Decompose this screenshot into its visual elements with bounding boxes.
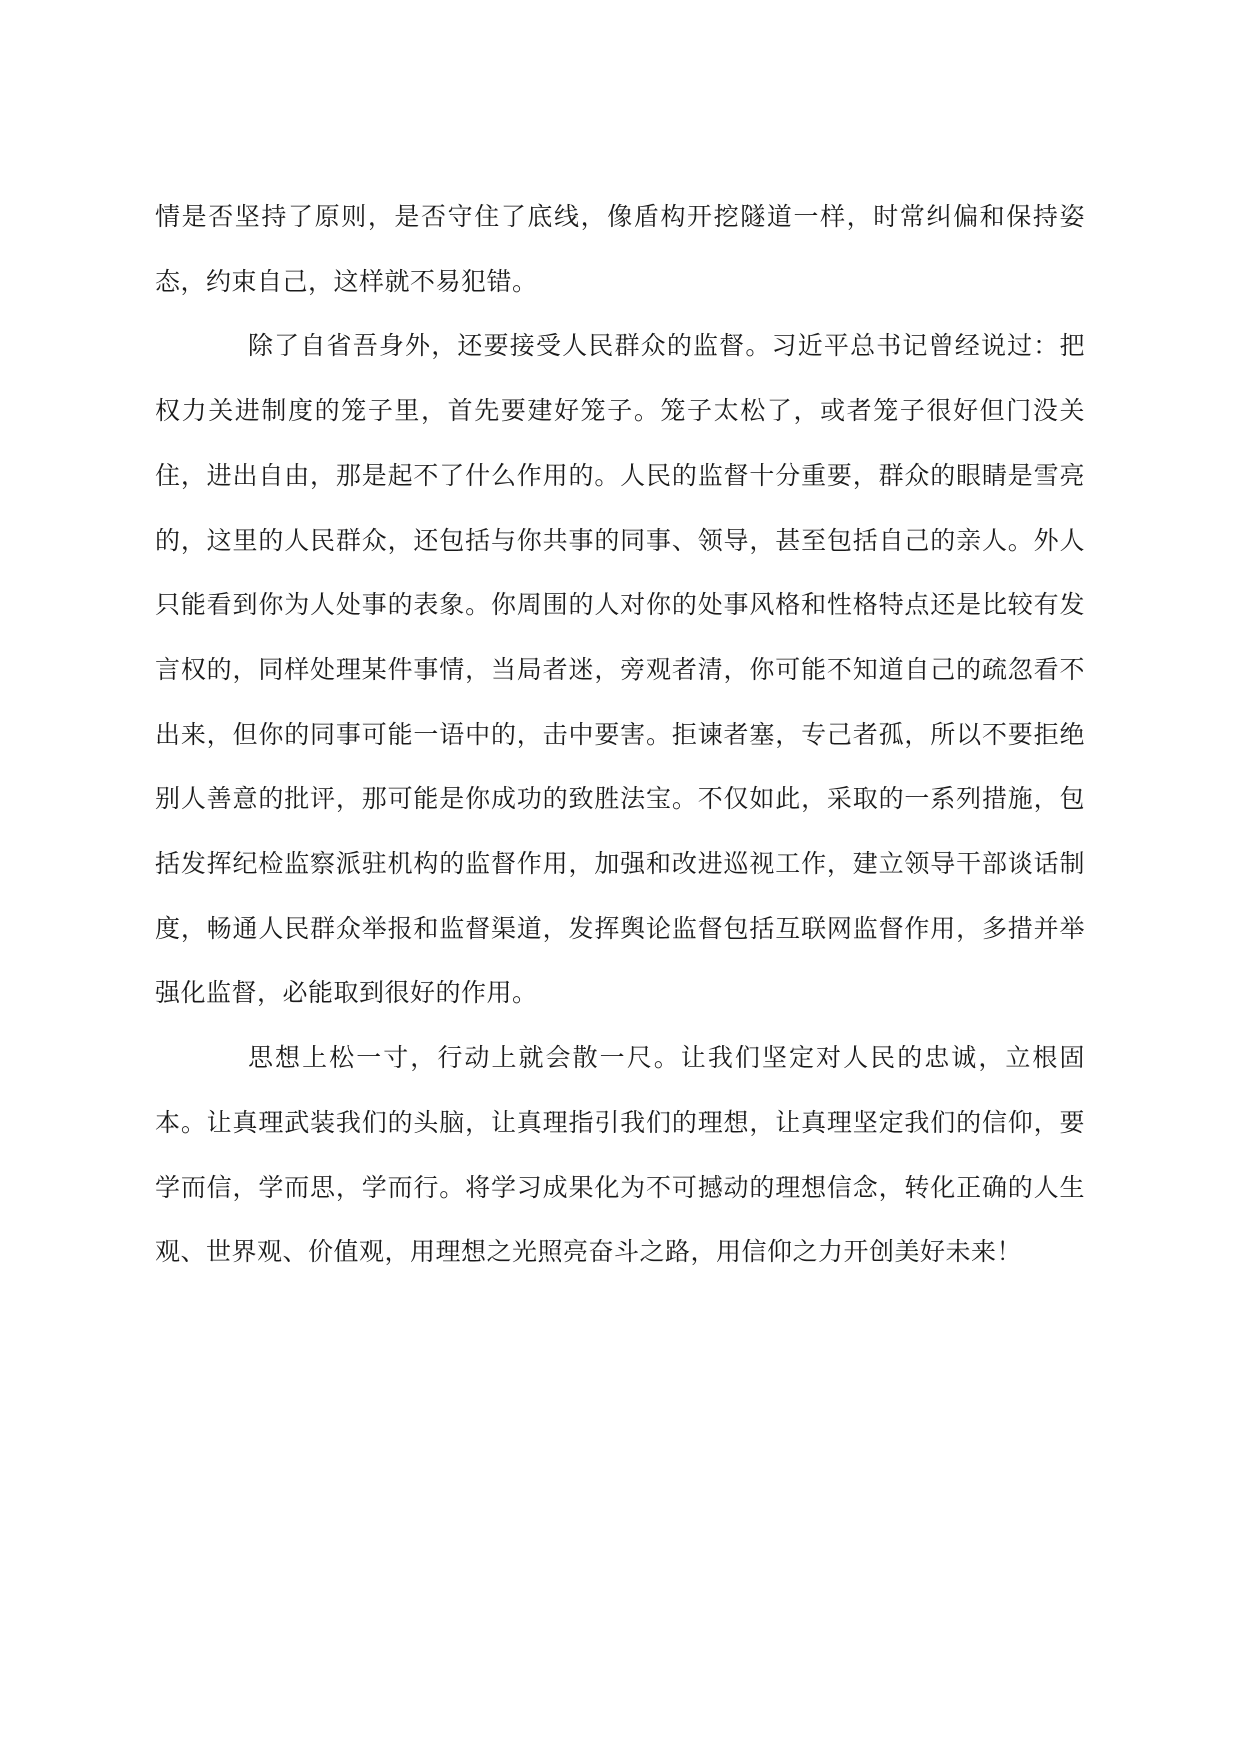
paragraph-conclusion: 思想上松一寸，行动上就会散一尺。让我们坚定对人民的忠诚，立根固本。让真理武装我们的头脑，让真理指引我们的理想，让真理坚定我们的信仰，要学而信，学而思，学而行。将学习成果化为不可撼动的理想信念，转化正确的人生观、世界观、价值观，用理想之光照亮奋斗之路，用信仰之力开创美好未来！: [155, 1043, 1085, 1267]
paragraph-supervision: 除了自省吾身外，还要接受人民群众的监督。习近平总书记曾经说过：把权力关进制度的笼子里，首先要建好笼子。笼子太松了，或者笼子很好但门没关住，进出自由，那是起不了什么作用的。人民的监督十分重要，群众的眼睛是雪亮的，这里的人民群众，还包括与你共事的同事、领导，甚至包括自己的亲人。外人只能看到你为人处事的表象。你周围的人对你的处事风格和性格特点还是比较有发言权的，同样处理某件事情，当局者迷，旁观者清，你可能不知道自己的疏忽看不出来，但你的同事可能一语中的，击中要害。拒谏者塞，专己者孤，所以不要拒绝别人善意的批评，那可能是你成功的致胜法宝。不仅如此，采取的一系列措施，包括发挥纪检监察派驻机构的监督作用，加强和改进巡视工作，建立领导干部谈话制度，畅通人民群众举报和监督渠道，发挥舆论监督包括互联网监督作用，多措并举强化监督，必能取到很好的作用。: [155, 331, 1085, 1008]
paragraph-continuation: 情是否坚持了原则，是否守住了底线，像盾构开挖隧道一样，时常纠偏和保持姿态，约束自己，这样就不易犯错。: [155, 202, 1085, 296]
document-body: [155, 185, 1085, 1285]
